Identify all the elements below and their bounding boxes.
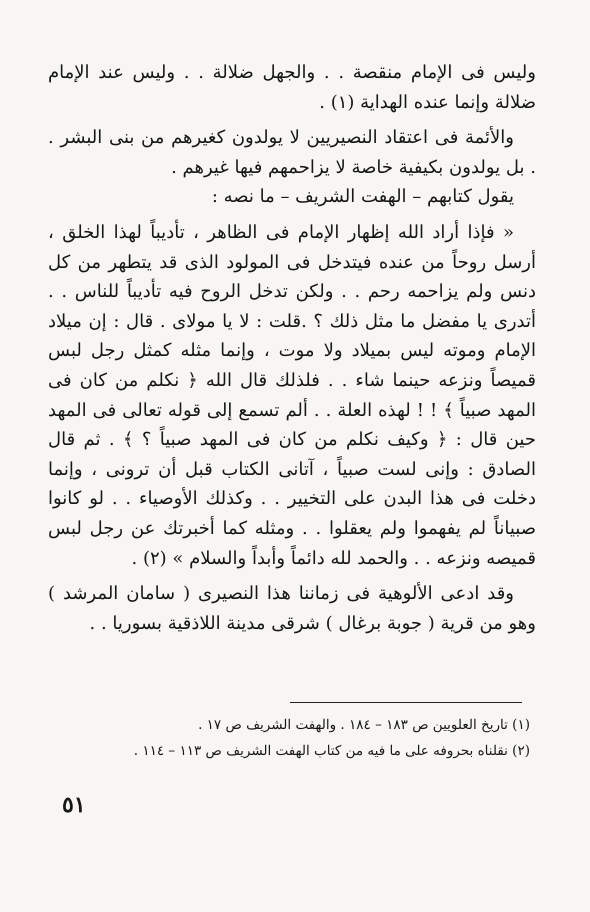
paragraph-3: يقول كتابهم – الهفت الشريف – ما نصه :: [211, 186, 514, 208]
quoted-passage: « فإذا أراد الله إظهار الإمام فى الظاهر ، تأديباً لهذا الخلق ، أرسل روحاً من عنده فيتدخل فى المولود الذى قد يتطهر من كل دنس ولم يزاحمه رحم . . ولكن تدخل الروح فيه تأديباً للناس . . أتدرى يا مفضل ما مثل ذلك ؟ .قلت : لا يا مولاى . قال : إن ميلاد الإمام وموته ليس بميلاد ولا موت ، وإنما مثله كمثل رجل لبس قميصاً ونزعه حينما شاء . . فلذلك قال الله ﴿ نكلم من كان فى المهد صبياً ﴾ ! ! لهذه العلة . . ألم تسمع إلى قوله تعالى فى المهد حين قال : ﴿ وكيف نكلم من كان فى المهد صبياً ؟ ﴾ . ثم قال الصادق : وإنى لست صبياً ، آتانى الكتاب قبل أن ترونى ، وإنما دخلت فى هذا البدن على التخيير . . وكذلك الأوصياء . . لو كانوا صبياناً لم يفهموا ولم يعقلوا . . ومثله كما أخبرتك عن رجل لبس قميصه ونزعه . . والحمد لله دائماً وأبداً والسلام » (٢) .: [48, 221, 536, 569]
paragraph-2: والأئمة فى اعتقاد النصيريين لا يولدون كغيرهم من بنى البشر . . بل يولدون بكيفية خاصة لا يزاحمهم فيها غيرهم .: [48, 127, 536, 178]
footnote-2: (٢) نقلناه بحروفه على ما فيه من كتاب الهفت الشريف ص ١١٣ – ١١٤ .: [133, 743, 530, 759]
footnote-1: (١) تاريخ العلويين ص ١٨٣ – ١٨٤ . والهفت الشريف ص ١٧ .: [198, 717, 530, 733]
paragraph-1: وليس فى الإمام منقصة . . والجهل ضلالة . . وليس عند الإمام ضلالة وإنما عنده الهداية (١) .: [48, 62, 536, 113]
footnote-divider: [290, 702, 522, 703]
footnotes: [48, 712, 530, 764]
paragraph-5: وقد ادعى الألوهية فى زماننا هذا النصيرى ( سامان المرشد ) وهو من قرية ( جوبة برغال ) شرقى مدينة اللاذقية بسوريا . .: [48, 583, 536, 634]
main-text: [48, 58, 536, 638]
page-number: ٥١: [62, 792, 86, 818]
